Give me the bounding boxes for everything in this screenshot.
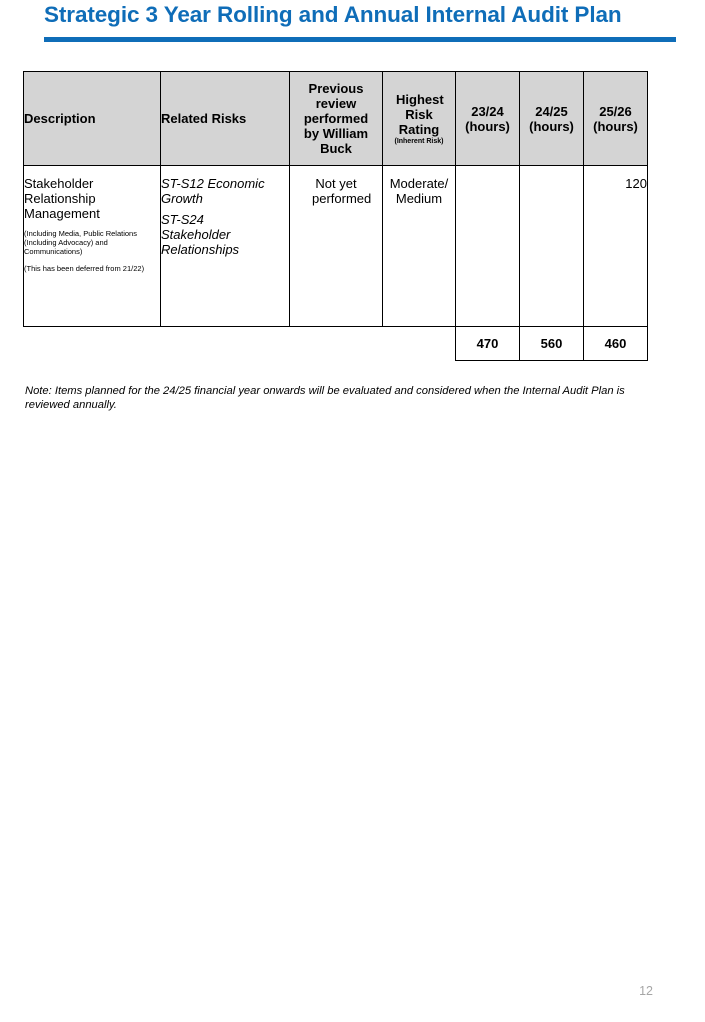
cell-2526: 120 bbox=[584, 166, 648, 327]
header-description: Description bbox=[24, 72, 161, 166]
header-2425-label: 24/25 (hours) bbox=[529, 103, 574, 134]
page-title: Strategic 3 Year Rolling and Annual Internal Audit Plan bbox=[44, 2, 622, 27]
related-risk-item: ST-S12 Economic Growth bbox=[161, 176, 265, 206]
header-2324 bbox=[456, 72, 520, 166]
header-highest-risk-subtitle: (Inherent Risk) bbox=[394, 137, 444, 145]
total-2324: 470 bbox=[456, 327, 520, 361]
cell-highest-risk bbox=[383, 166, 456, 327]
description-note-scope: (Including Media, Public Relations (Including Advocacy) and Communications) bbox=[24, 229, 137, 256]
cell-previous-review bbox=[290, 166, 383, 327]
header-previous-review bbox=[290, 72, 383, 166]
title-divider bbox=[44, 37, 676, 42]
totals-spacer bbox=[24, 327, 456, 361]
previous-review-value: Not yet performed bbox=[312, 176, 372, 206]
header-2425 bbox=[520, 72, 584, 166]
audit-plan-table bbox=[23, 71, 648, 361]
description-title: Stakeholder Relationship Management bbox=[24, 176, 100, 221]
cell-2324 bbox=[456, 166, 520, 327]
cell-related-risks bbox=[161, 166, 290, 327]
description-note-deferred: (This has been deferred from 21/22) bbox=[24, 264, 145, 273]
cell-2425 bbox=[520, 166, 584, 327]
header-related-risks: Related Risks bbox=[161, 72, 290, 166]
totals-row bbox=[24, 327, 648, 361]
total-2526: 460 bbox=[584, 327, 648, 361]
highest-risk-value: Moderate/ Medium bbox=[389, 176, 449, 206]
table-row bbox=[24, 166, 648, 327]
footnote: Note: Items planned for the 24/25 financial year onwards will be evaluated and considered when the Internal Audit Plan is reviewed annually. bbox=[25, 385, 625, 411]
header-previous-review-label: Previous review performed by William Buck bbox=[303, 81, 369, 156]
table-header-row bbox=[24, 72, 648, 166]
header-highest-risk bbox=[383, 72, 456, 166]
header-2324-label: 23/24 (hours) bbox=[465, 103, 510, 134]
total-2425: 560 bbox=[520, 327, 584, 361]
header-2526-label: 25/26 (hours) bbox=[593, 103, 638, 134]
header-2526 bbox=[584, 72, 648, 166]
page-number: 12 bbox=[639, 984, 653, 998]
related-risk-item: ST-S24 Stakeholder Relationships bbox=[161, 212, 240, 257]
header-highest-risk-label: Highest Risk Rating bbox=[396, 91, 444, 137]
cell-description bbox=[24, 166, 161, 327]
